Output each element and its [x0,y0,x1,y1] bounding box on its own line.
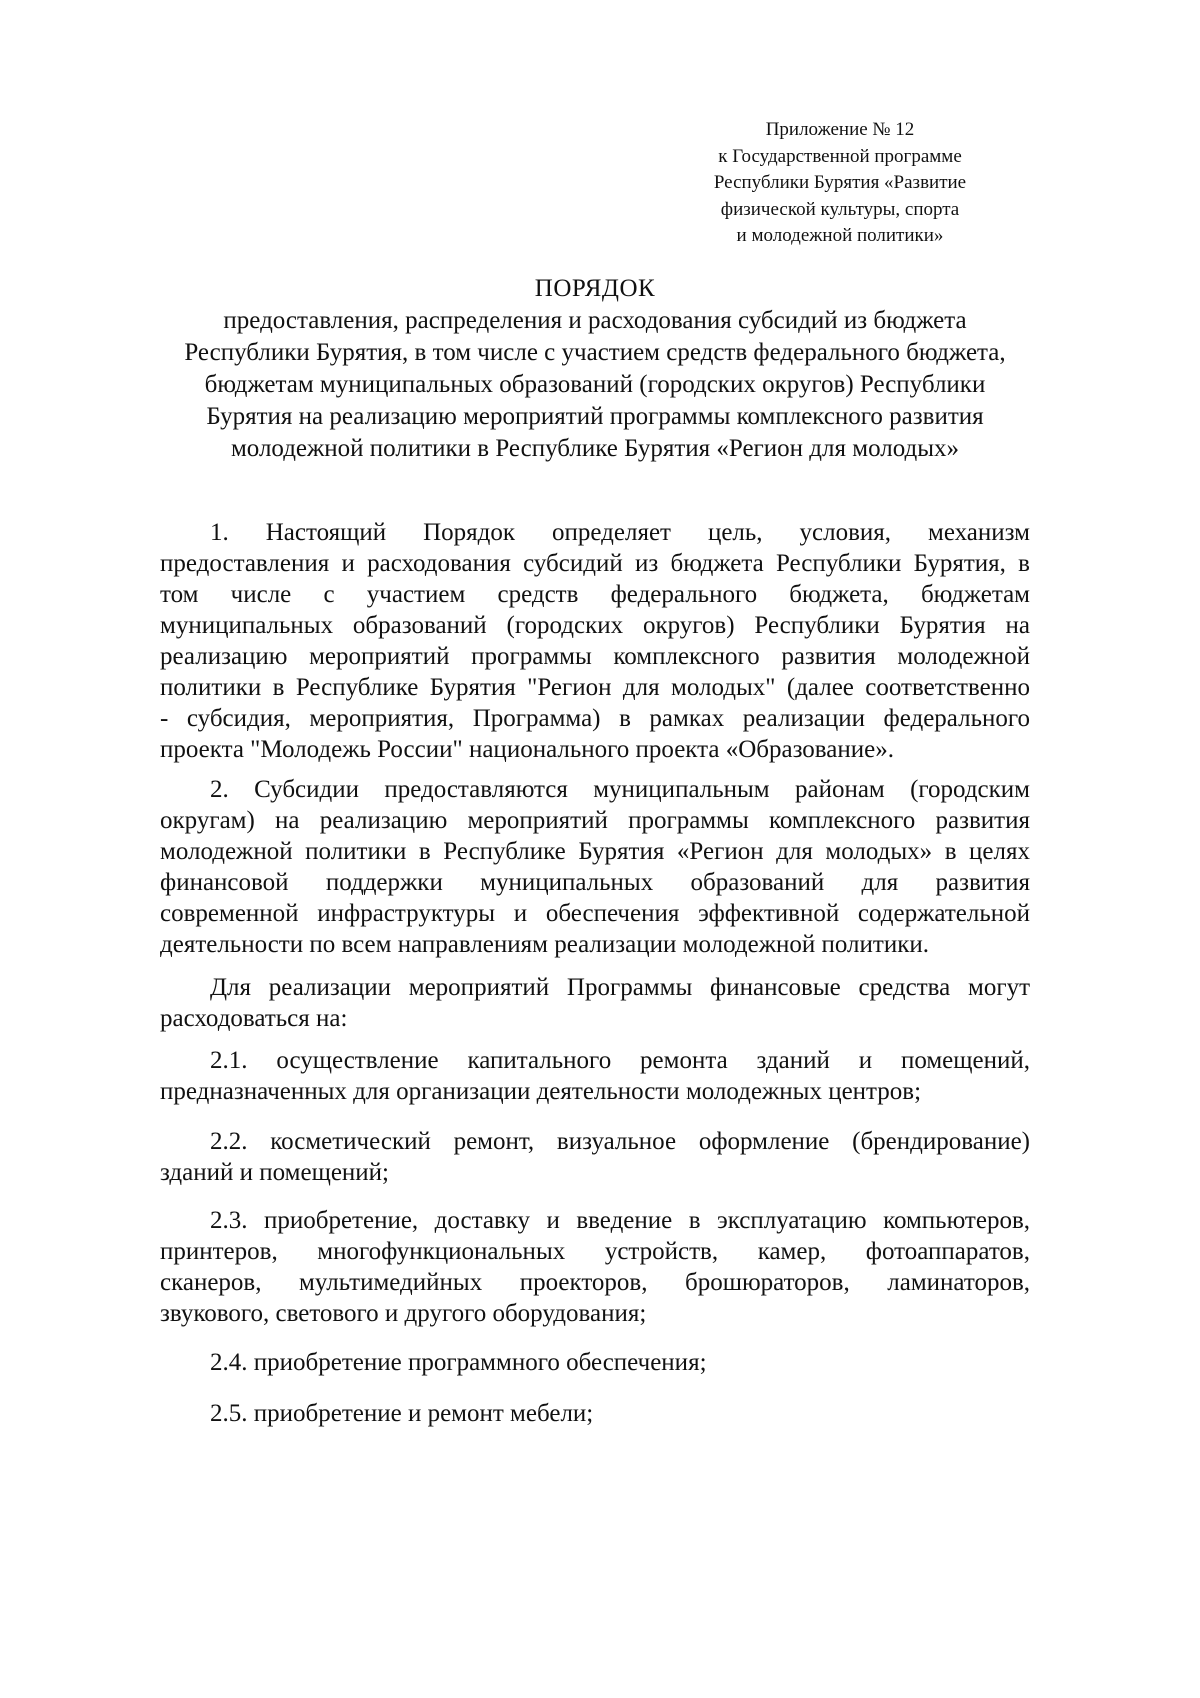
paragraph-line: Для реализации мероприятий Программы финансовые средства могут [210,974,1030,1001]
appendix-block [620,117,1060,250]
appendix-line: и молодежной политики» [736,225,944,246]
paragraph-line: финансовой поддержки муниципальных образований для развития [160,869,1030,896]
paragraph-2-1 [160,1045,1030,1107]
paragraph-line: реализацию мероприятий программы комплексного развития молодежной [160,643,1030,670]
paragraph-line: 2. Субсидии предоставляются муниципальным районам (городским [210,776,1030,803]
paragraph-line: предоставления и расходования субсидий из бюджета Республики Бурятия, в [160,550,1030,577]
paragraph-line: деятельности по всем направлениям реализации молодежной политики. [160,931,929,958]
document-title: ПОРЯДОК [534,275,656,302]
paragraph-line: расходоваться на: [160,1005,348,1032]
paragraph-2-3 [160,1205,1030,1329]
paragraph-line: 2.4. приобретение программного обеспечения; [210,1349,707,1376]
paragraph-2-4 [160,1347,1030,1378]
paragraph-line: 2.3. приобретение, доставку и введение в эксплуатацию компьютеров, [210,1207,1030,1234]
paragraph-3 [160,972,1030,1034]
paragraph-line: звукового, светового и другого оборудования; [160,1300,647,1327]
paragraph-line: том числе с участием средств федерального бюджета, бюджетам [160,581,1030,608]
subtitle-line: Бурятия на реализацию мероприятий программы комплексного развития [206,403,984,430]
appendix-line: физической культуры, спорта [720,198,960,220]
paragraph-line: муниципальных образований (городских округов) Республики Бурятия на [160,612,1030,639]
paragraph-1 [160,517,1030,765]
subtitle-line: Республики Бурятия, в том числе с участием средств федерального бюджета, [184,339,1006,366]
paragraph-line: принтеров, многофункциональных устройств, камер, фотоаппаратов, [160,1238,1030,1265]
paragraph-line: сканеров, мультимедийных проекторов, брошюраторов, ламинаторов, [160,1269,1030,1296]
paragraph-line: современной инфраструктуры и обеспечения эффективной содержательной [160,900,1030,927]
paragraph-2-5 [160,1398,1030,1429]
subtitle-line: бюджетам муниципальных образований (городских округов) Республики [204,371,986,398]
paragraph-line: проекта "Молодежь России" национального проекта «Образование». [160,736,894,763]
paragraph-line: 1. Настоящий Порядок определяет цель, условия, механизм [210,519,1030,546]
paragraph-line: 2.1. осуществление капитального ремонта зданий и помещений, [210,1047,1030,1074]
subtitle-line: молодежной политики в Республике Бурятия «Регион для молодых» [230,435,960,462]
appendix-line: Республики Бурятия «Развитие [713,172,967,193]
paragraph-line: 2.5. приобретение и ремонт мебели; [210,1400,594,1427]
paragraph-line: 2.2. косметический ремонт, визуальное оформление (брендирование) [210,1128,1030,1155]
paragraph-line: молодежной политики в Республике Бурятия «Регион для молодых» в целях [160,838,1030,865]
paragraph-line: округам) на реализацию мероприятий программы комплексного развития [160,807,1030,834]
paragraph-2 [160,774,1030,960]
paragraph-line: - субсидия, мероприятия, Программа) в рамках реализации федерального [160,705,1030,732]
appendix-line: Приложение № 12 [765,119,915,140]
paragraph-2-2 [160,1126,1030,1188]
document-subtitle [150,305,1040,465]
paragraph-line: зданий и помещений; [160,1159,390,1186]
subtitle-line: предоставления, распределения и расходования субсидий из бюджета [223,307,967,334]
appendix-line: к Государственной программе [718,145,962,167]
paragraph-line: политики в Республике Бурятия "Регион для молодых" (далее соответственно [160,674,1030,701]
paragraph-line: предназначенных для организации деятельности молодежных центров; [160,1078,922,1105]
